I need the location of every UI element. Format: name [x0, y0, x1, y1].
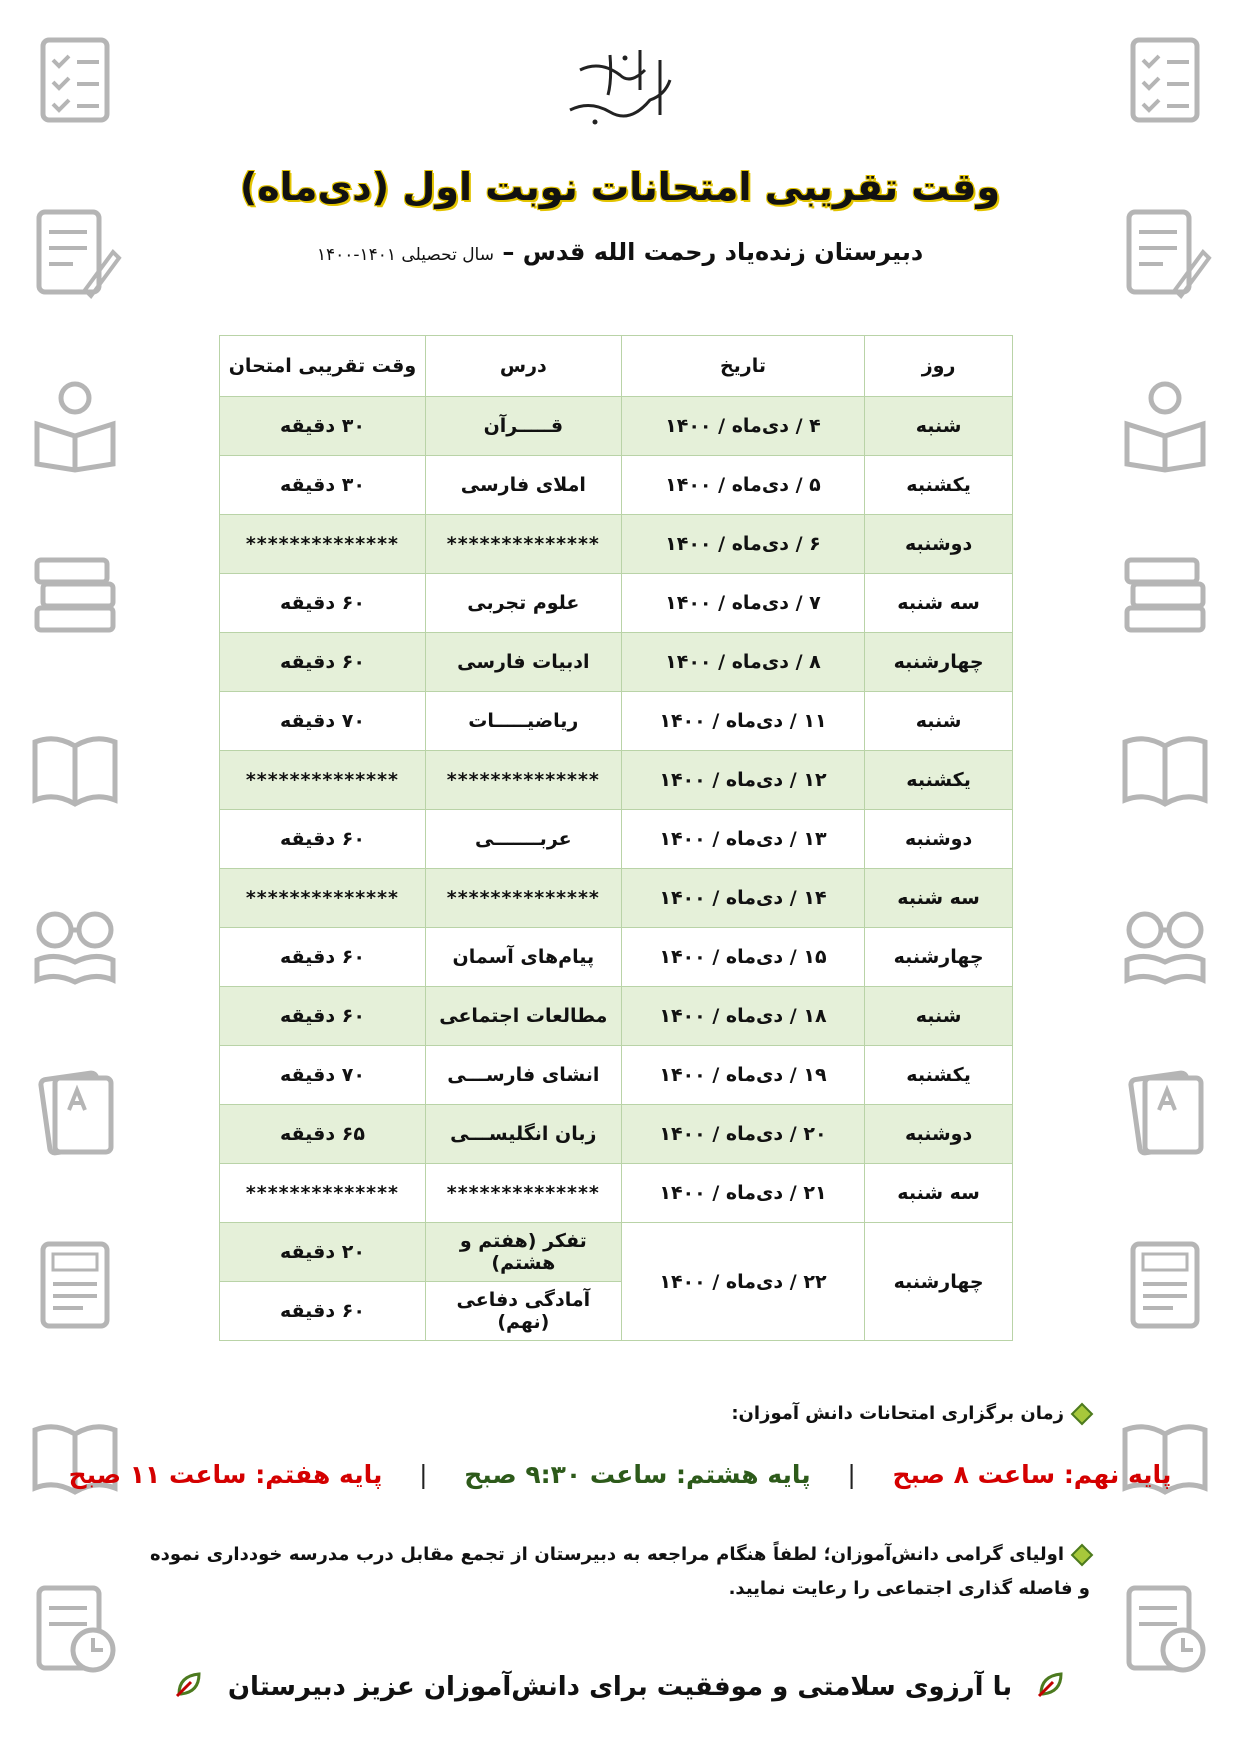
header-day: روز: [865, 336, 1013, 397]
table-row: [220, 574, 1013, 633]
cell-day: چهارشنبه: [865, 1223, 1013, 1341]
cell-date: ۷ / دی‌ماه / ۱۴۰۰: [621, 574, 864, 633]
table-row: [220, 397, 1013, 456]
cell-subject: املای فارسی: [425, 456, 621, 515]
bismillah-calligraphy: [0, 40, 1240, 134]
cell-subject: عربـــــــی: [425, 810, 621, 869]
cell-day: شنبه: [865, 692, 1013, 751]
cell-duration: ۷۰ دقیقه: [220, 1046, 426, 1105]
cell-day: یکشنبه: [865, 456, 1013, 515]
books-stack-icon: [25, 546, 125, 646]
cell-duration: ۲۰ دقیقه: [220, 1223, 426, 1282]
cell-date: ۲۰ / دی‌ماه / ۱۴۰۰: [621, 1105, 864, 1164]
footer-text: با آرزوی سلامتی و موفقیت برای دانش‌آموزان عزیز دبیرستان: [227, 1672, 1013, 1702]
cell-subject: آمادگی دفاعی (نهم): [425, 1282, 621, 1341]
cell-day: یکشنبه: [865, 1046, 1013, 1105]
grade8-time: پایه هشتم: ساعت ۹:۳۰ صبح: [464, 1460, 811, 1489]
cell-date: ۶ / دی‌ماه / ۱۴۰۰: [621, 515, 864, 574]
cell-date: ۱۵ / دی‌ماه / ۱۴۰۰: [621, 928, 864, 987]
cell-day: چهارشنبه: [865, 633, 1013, 692]
leaf-icon: [1035, 1668, 1067, 1707]
academic-year: سال تحصیلی ۱۴۰۱-۱۴۰۰: [316, 245, 494, 265]
cell-date: ۱۱ / دی‌ماه / ۱۴۰۰: [621, 692, 864, 751]
student-reading-icon: [25, 374, 125, 474]
open-book-icon: [25, 1406, 125, 1506]
open-book-icon: [25, 718, 125, 818]
bullet-diamond-icon: [1071, 1544, 1094, 1567]
glasses-book-icon: [25, 890, 125, 990]
cell-subject: تفکر (هفتم و هشتم): [425, 1223, 621, 1282]
cell-duration: **************: [220, 751, 426, 810]
bullet-diamond-icon: [1071, 1403, 1094, 1426]
cell-date: ۱۸ / دی‌ماه / ۱۴۰۰: [621, 987, 864, 1046]
right-decoration-column: [1115, 30, 1215, 1750]
header-subject: درس: [425, 336, 621, 397]
table-row: [220, 928, 1013, 987]
cell-duration: ۶۰ دقیقه: [220, 810, 426, 869]
cell-date: ۴ / دی‌ماه / ۱۴۰۰: [621, 397, 864, 456]
cell-date: ۱۳ / دی‌ماه / ۱۴۰۰: [621, 810, 864, 869]
cell-subject: **************: [425, 869, 621, 928]
table-row: [220, 1223, 1013, 1282]
cell-duration: ۶۰ دقیقه: [220, 987, 426, 1046]
cell-duration: **************: [220, 869, 426, 928]
cell-subject: مطالعات اجتماعی: [425, 987, 621, 1046]
table-row: [220, 515, 1013, 574]
graded-paper-icon: [25, 1062, 125, 1162]
cell-subject: **************: [425, 515, 621, 574]
cell-duration: ۷۰ دقیقه: [220, 692, 426, 751]
parents-notice: [150, 1538, 1090, 1606]
table-row: [220, 987, 1013, 1046]
cell-date: ۱۹ / دی‌ماه / ۱۴۰۰: [621, 1046, 864, 1105]
cell-duration: ۶۰ دقیقه: [220, 574, 426, 633]
cell-subject: علوم تجربی: [425, 574, 621, 633]
cell-subject: **************: [425, 751, 621, 810]
separator: |: [419, 1460, 428, 1489]
glasses-book-icon: [1115, 890, 1215, 990]
cell-day: دوشنبه: [865, 810, 1013, 869]
page-title: وقت تقریبی امتحانات نوبت اول (دی‌ماه): [239, 165, 1001, 209]
cell-subject: انشای فارســـی: [425, 1046, 621, 1105]
cell-date: ۲۲ / دی‌ماه / ۱۴۰۰: [621, 1223, 864, 1341]
calligraphy-logo: [550, 40, 690, 130]
clock-document-icon: [1115, 1578, 1215, 1678]
cell-duration: ۶۰ دقیقه: [220, 1282, 426, 1341]
cell-duration: ۳۰ دقیقه: [220, 397, 426, 456]
cell-day: یکشنبه: [865, 751, 1013, 810]
open-book-icon: [1115, 718, 1215, 818]
subtitle-dash: –: [502, 238, 515, 266]
cell-subject: ریاضیـــــات: [425, 692, 621, 751]
cell-day: شنبه: [865, 397, 1013, 456]
exam-time-note: [731, 1403, 1090, 1424]
cell-subject: پیام‌های آسمان: [425, 928, 621, 987]
exam-time-label: زمان برگزاری امتحانات دانش آموزان:: [731, 1403, 1064, 1424]
cell-day: سه شنبه: [865, 869, 1013, 928]
cell-subject: ادبیات فارسی: [425, 633, 621, 692]
graded-paper-icon: [1115, 1062, 1215, 1162]
cell-subject: قـــــرآن: [425, 397, 621, 456]
school-name: دبیرستان زنده‌یاد رحمت الله قدس: [522, 238, 924, 266]
clock-document-icon: [25, 1578, 125, 1678]
table-row: [220, 1105, 1013, 1164]
grade-times: [0, 1460, 1240, 1489]
table-row: [220, 1164, 1013, 1223]
cell-day: دوشنبه: [865, 515, 1013, 574]
exam-schedule-table: [219, 335, 1013, 1341]
left-decoration-column: [25, 30, 125, 1750]
parents-notice-text: اولیای گرامی دانش‌آموزان؛ لطفاً هنگام مراجعه به دبیرستان از تجمع مقابل درب مدرسه خودداری نموده و فاصله گذاری اجتماعی را رعایت نمایید.: [150, 1544, 1090, 1599]
cell-subject: **************: [425, 1164, 621, 1223]
cell-day: سه شنبه: [865, 1164, 1013, 1223]
cell-day: دوشنبه: [865, 1105, 1013, 1164]
footer-wish: [0, 1668, 1240, 1707]
cell-day: چهارشنبه: [865, 928, 1013, 987]
cell-duration: ۶۰ دقیقه: [220, 633, 426, 692]
exam-paper-icon: [1115, 1234, 1215, 1334]
cell-date: ۱۲ / دی‌ماه / ۱۴۰۰: [621, 751, 864, 810]
cell-date: ۵ / دی‌ماه / ۱۴۰۰: [621, 456, 864, 515]
table-row: [220, 456, 1013, 515]
header-duration: وقت تقریبی امتحان: [220, 336, 426, 397]
table-row: [220, 1046, 1013, 1105]
table-row: [220, 633, 1013, 692]
open-book-icon: [1115, 1406, 1215, 1506]
cell-duration: ۶۵ دقیقه: [220, 1105, 426, 1164]
cell-day: شنبه: [865, 987, 1013, 1046]
header-date: تاریخ: [621, 336, 864, 397]
cell-duration: **************: [220, 1164, 426, 1223]
cell-duration: ۶۰ دقیقه: [220, 928, 426, 987]
cell-duration: ۳۰ دقیقه: [220, 456, 426, 515]
table-row: [220, 869, 1013, 928]
school-subtitle: [0, 238, 1240, 266]
cell-day: سه شنبه: [865, 574, 1013, 633]
table-header-row: [220, 336, 1013, 397]
exam-paper-icon: [25, 1234, 125, 1334]
table-row: [220, 751, 1013, 810]
cell-duration: **************: [220, 515, 426, 574]
grade9-time: پایه نهم: ساعت ۸ صبح: [892, 1460, 1172, 1489]
separator: |: [847, 1460, 856, 1489]
books-stack-icon: [1115, 546, 1215, 646]
cell-date: ۱۴ / دی‌ماه / ۱۴۰۰: [621, 869, 864, 928]
cell-subject: زبان انگلیســـی: [425, 1105, 621, 1164]
student-reading-icon: [1115, 374, 1215, 474]
cell-date: ۲۱ / دی‌ماه / ۱۴۰۰: [621, 1164, 864, 1223]
table-row: [220, 810, 1013, 869]
grade7-time: پایه هفتم: ساعت ۱۱ صبح: [68, 1460, 383, 1489]
cell-date: ۸ / دی‌ماه / ۱۴۰۰: [621, 633, 864, 692]
leaf-icon: [173, 1668, 205, 1707]
table-row: [220, 692, 1013, 751]
